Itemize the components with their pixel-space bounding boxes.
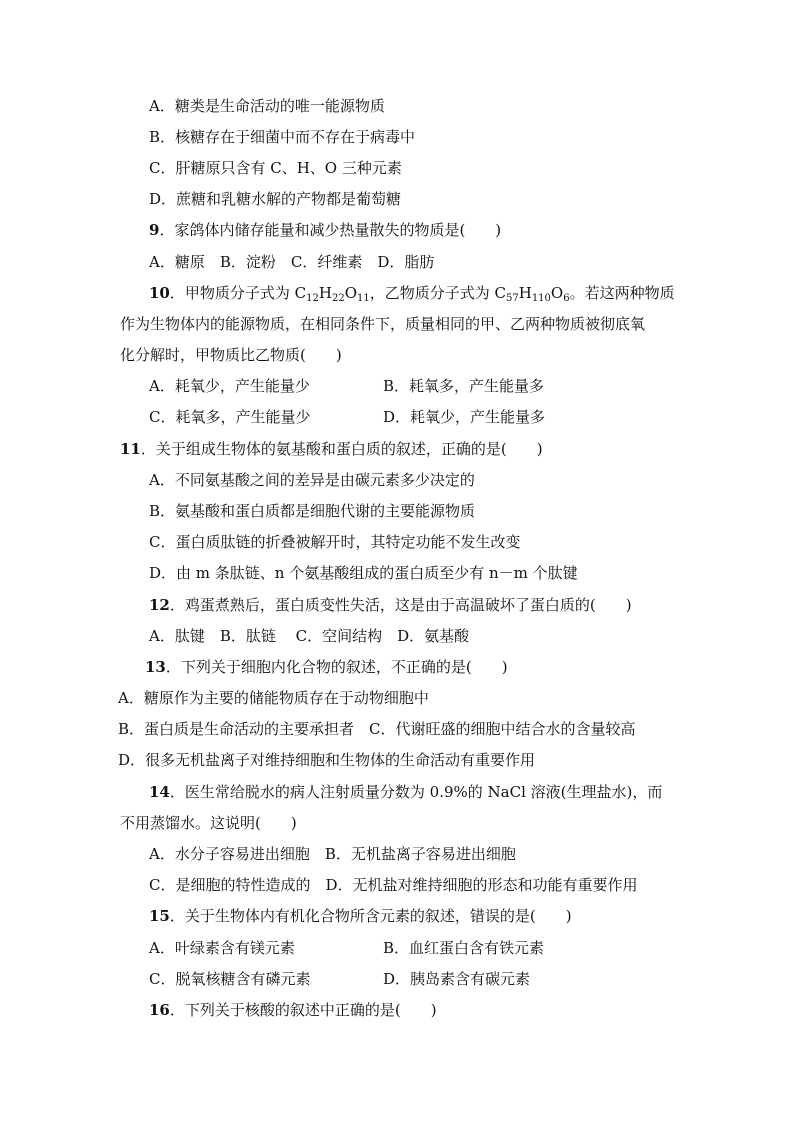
q15-option-a: A．叶绿素含有镁元素 (149, 939, 295, 957)
q16-text: ．下列关于核酸的叙述中正确的是( ) (169, 1001, 437, 1019)
q9-stem (149, 220, 501, 240)
q12-options: A．肽键 B．肽链 C．空间结构 D．氨基酸 (149, 627, 470, 645)
q15-number: 15 (149, 907, 170, 925)
q12-number: 12 (149, 596, 170, 614)
q15-option-b: B．血红蛋白含有铁元素 (383, 939, 545, 957)
q11-stem (120, 439, 543, 459)
q13-text: ．下列关于细胞内化合物的叙述，不正确的是( ) (165, 658, 508, 676)
q15-option-d: D．胰岛素含有碳元素 (383, 970, 531, 988)
q8-option-d: D．蔗糖和乳糖水解的产物都是葡萄糖 (149, 190, 402, 208)
q12-text: ．鸡蛋煮熟后，蛋白质变性失活，这是由于高温破坏了蛋白质的( ) (169, 596, 632, 614)
q14-number: 14 (149, 783, 170, 801)
q8-option-a: A．糖类是生命活动的唯一能源物质 (149, 97, 385, 115)
q10-option-b: B．耗氧多，产生能量多 (383, 377, 545, 395)
q11-option-b: B．氨基酸和蛋白质都是细胞代谢的主要能源物质 (149, 502, 476, 520)
q15-option-c: C．脱氧核糖含有磷元素 (149, 970, 311, 988)
q10-option-a: A．耗氧少，产生能量少 (149, 377, 310, 395)
q12-stem (149, 595, 632, 615)
q15-text: ．关于生物体内有机化合物所含元素的叙述，错误的是( ) (169, 907, 572, 925)
q11-option-d: D．由 m 条肽链、n 个氨基酸组成的蛋白质至少有 n－m 个肽键 (149, 564, 578, 582)
q16-stem (149, 1000, 437, 1020)
q14-stem-line-2: 不用蒸馏水。这说明( ) (120, 814, 297, 832)
q11-number: 11 (120, 440, 141, 458)
q13-option-a: A．糖原作为主要的储能物质存在于动物细胞中 (118, 689, 429, 707)
q16-number: 16 (149, 1001, 170, 1019)
q10-stem-line-1: 10．甲物质分子式为 $C_{12}H_{22}O_{11}$，乙物质分子式为 $C_{57}H_{110}O_6$。若这两种物质 (149, 284, 675, 304)
q11-text: ．关于组成生物体的氨基酸和蛋白质的叙述，正确的是( ) (140, 440, 543, 458)
q13-stem (145, 657, 508, 677)
q11-option-a: A．不同氨基酸之间的差异是由碳元素多少决定的 (149, 471, 475, 489)
q8-option-c: C．肝糖原只含有 C、H、O 三种元素 (149, 159, 402, 177)
q8-option-b: B．核糖存在于细菌中而不存在于病毒中 (149, 128, 416, 146)
q10-stem-line-3: 化分解时，甲物质比乙物质( ) (120, 346, 342, 364)
q9-options: A．糖原 B．淀粉 C．纤维素 D．脂肪 (149, 253, 435, 271)
q10-option-d: D．耗氧少，产生能量多 (383, 408, 546, 426)
q10-number: 10 (149, 284, 170, 302)
q9-number: 9 (149, 221, 160, 239)
q13-option-d: D．很多无机盐离子对维持细胞和生物体的生命活动有重要作用 (118, 751, 536, 769)
q14-stem-line-1: 14．医生常给脱水的病人注射质量分数为 0.9%的 NaCl 溶液(生理盐水)，而 (149, 783, 663, 801)
q10-stem-line-2: 作为生物体内的能源物质，在相同条件下，质量相同的甲、乙两种物质被彻底氧 (120, 315, 646, 333)
q9-text: ．家鸽体内储存能量和减少热量散失的物质是( ) (159, 221, 502, 239)
q15-stem (149, 906, 572, 926)
q14-option-c-d: C．是细胞的特性造成的 D．无机盐对维持细胞的形态和功能有重要作用 (149, 876, 638, 894)
q14-option-a-b: A．水分子容易进出细胞 B．无机盐离子容易进出细胞 (149, 845, 516, 863)
q13-option-b-c: B．蛋白质是生命活动的主要承担者 C．代谢旺盛的细胞中结合水的含量较高 (118, 720, 636, 738)
q13-number: 13 (145, 658, 166, 676)
q10-option-c: C．耗氧多，产生能量少 (149, 408, 311, 426)
q11-option-c: C．蛋白质肽链的折叠被解开时，其特定功能不发生改变 (149, 533, 521, 551)
